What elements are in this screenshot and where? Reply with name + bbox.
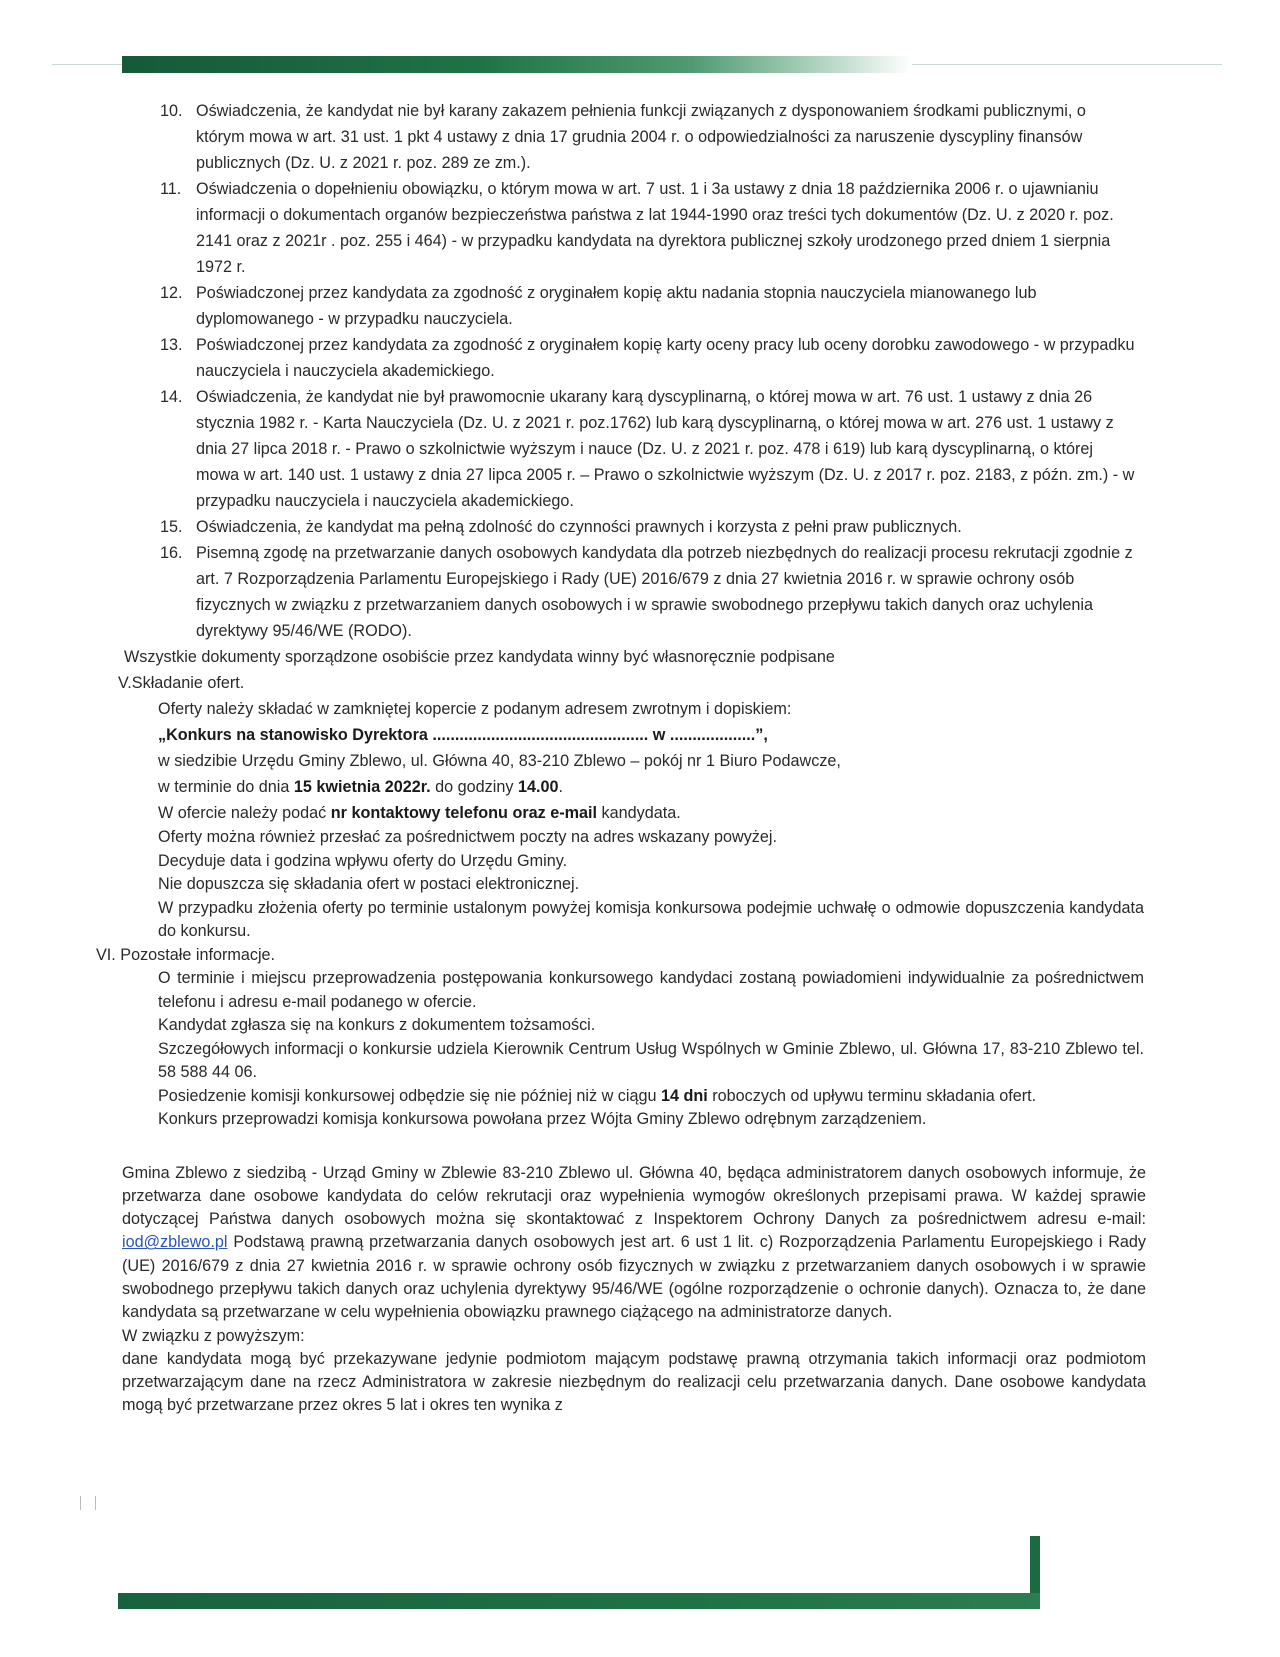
deadline-post: . bbox=[558, 778, 563, 796]
iod-email-link[interactable]: iod@zblewo.pl bbox=[122, 1233, 228, 1252]
list-text: Oświadczenia, że kandydat nie był karany zakazem pełnienia funkcji związanych z dysponowaniem środkami publicznymi, o którym mowa w art. 31 ust. 1 pkt 4 ustawy z dnia 17 grudnia 2004 r. o odpowiedzialności za naruszenie dyscypliny finansów publicznych (Dz. U. z 2021 r. poz. 289 ze zm.). bbox=[196, 102, 1086, 172]
contact-pre: W ofercie należy podać bbox=[158, 804, 331, 822]
section-vi-heading: VI. Pozostałe informacje. bbox=[96, 945, 276, 964]
meeting-note bbox=[0, 1085, 1144, 1109]
offer-intro: Oferty należy składać w zamkniętej kopercie z podanym adresem zwrotnym i dopiskiem: bbox=[158, 700, 792, 718]
list-item-16 bbox=[0, 540, 1136, 644]
footer-green-bar bbox=[118, 1593, 1040, 1609]
list-item-13 bbox=[0, 332, 1136, 384]
contest-label-text: „Konkurs na stanowisko Dyrektora ................................................ w ...................”, bbox=[158, 726, 768, 744]
list-item-12 bbox=[0, 280, 1136, 332]
decides-note: Decyduje data i godzina wpływu oferty do Urzędu Gminy. bbox=[158, 851, 568, 870]
list-number: 14. bbox=[160, 388, 183, 406]
meeting-bold: 14 dni bbox=[660, 1086, 708, 1105]
document-body bbox=[0, 98, 1280, 1418]
contact-post: kandydata. bbox=[597, 804, 681, 822]
info-contact-note: Szczegółowych informacji o konkursie udziela Kierownik Centrum Usług Wspólnych w Gminie Zblewo, ul. Główna 17, 83-210 Zblewo tel. 58 588 44 06. bbox=[158, 1039, 1144, 1081]
commission-note: Konkurs przeprowadzi komisja konkursowa powołana przez Wójta Gminy Zblewo odrębnym zarządzeniem. bbox=[158, 1110, 927, 1128]
rodo-paragraph-1 bbox=[0, 1162, 1146, 1325]
office-address: w siedzibie Urzędu Gminy Zblewo, ul. Główna 40, 83-210 Zblewo – pokój nr 1 Biuro Podawcze, bbox=[158, 752, 841, 770]
no-electronic-note: Nie dopuszcza się składania ofert w postaci elektronicznej. bbox=[158, 875, 580, 893]
deadline-date: 15 kwietnia 2022r. bbox=[293, 778, 431, 796]
deadline-mid: do godziny bbox=[430, 778, 518, 796]
meeting-pre: Posiedzenie komisji konkursowej odbędzie się nie później niż w ciągu bbox=[158, 1086, 661, 1105]
list-item-14 bbox=[0, 384, 1136, 514]
list-text: Oświadczenia o dopełnieniu obowiązku, o którym mowa w art. 7 ust. 1 i 3a ustawy z dnia 18 października 2006 r. o ujawnianiu informacji o dokumentach organów bezpieczeństwa państwa z lat 1944-1990 oraz treści tych dokumentów (Dz. U. z 2020 r. poz. 2141 oraz z 2021r . poz. 255 i 464) - w przypadku kandydata na dyrektora publicznej szkoły urodzonego przed dniem 1 sierpnia 1972 r. bbox=[196, 180, 1114, 276]
deadline-time: 14.00 bbox=[517, 778, 559, 796]
list-item-10 bbox=[0, 98, 1136, 176]
list-text: Poświadczonej przez kandydata za zgodność z oryginałem kopię karty oceny pracy lub oceny dorobku zawodowego - w przypadku nauczyciela i nauczyciela akademickiego. bbox=[196, 336, 1135, 380]
rodo-p1-pre: Gmina Zblewo z siedzibą - Urząd Gminy w Zblewie 83-210 Zblewo ul. Główna 40, będąca administratorem danych osobowych informuje, że przetwarza dane osobowe kandydata do celów rekrutacji oraz wypełnienia wymogów określonych przepisami prawa. W każdej sprawie dotyczącej Państwa danych osobowych można się skontaktować z Inspektorem Ochrony Danych za pośrednictwem adresu e-mail: bbox=[122, 1163, 1146, 1229]
list-text: Poświadczonej przez kandydata za zgodność z oryginałem kopię aktu nadania stopnia nauczyciela mianowanego lub dyplomowanego - w przypadku nauczyciela. bbox=[196, 284, 1037, 328]
deadline-line bbox=[0, 774, 1148, 800]
list-number: 10. bbox=[160, 102, 183, 120]
contact-line bbox=[0, 800, 1148, 826]
list-text: Oświadczenia, że kandydat nie był prawomocnie ukarany karą dyscyplinarną, o której mowa w art. 76 ust. 1 ustawy z dnia 26 stycznia 1982 r. - Karta Nauczyciela (Dz. U. z 2021 r. poz.1762) lub karą dyscyplinarną, o której mowa w art. 276 ust. 1 ustawy z dnia 27 lipca 2018 r. - Prawo o szkolnictwie wyższym i nauce (Dz. U. z 2021 r. poz. 478 i 619) lub karą dyscyplinarną, o której mowa w art. 140 ust. 1 ustawy z dnia 27 lipca 2005 r. – Prawo o szkolnictwie wyższym (Dz. U. z 2017 r. poz. 2183, z późn. zm.) - w przypadku nauczyciela i nauczyciela akademickiego. bbox=[196, 388, 1135, 510]
contact-bold: nr kontaktowy telefonu oraz e-mail bbox=[330, 804, 598, 822]
all-documents-note: Wszystkie dokumenty sporządzone osobiście przez kandydata winny być własnoręcznie podpisane bbox=[124, 648, 835, 666]
header-green-bar bbox=[122, 56, 912, 73]
late-offer-note: W przypadku złożenia oferty po terminie ustalonym powyżej komisja konkursowa podejmie uchwałę o odmowie dopuszczenia kandydata do konkursu. bbox=[158, 898, 1144, 940]
deadline-pre: w terminie do dnia bbox=[158, 778, 294, 796]
list-text: Oświadczenia, że kandydat ma pełną zdolność do czynności prawnych i korzysta z pełni praw publicznych. bbox=[196, 518, 962, 536]
list-item-11 bbox=[0, 176, 1136, 280]
list-number: 16. bbox=[160, 544, 183, 562]
rodo-p1-post: Podstawą prawną przetwarzania danych osobowych jest art. 6 ust 1 lit. c) Rozporządzenia Parlamentu Europejskiego i Rady (UE) 2016/679 z dnia 27 kwietnia 2016 r. w sprawie ochrony osób fizycznych w związku z przetwarzaniem danych osobowych i w sprawie swobodnego przepływu takich danych oraz uchylenia dyrektywy 95/46/WE (ogólne rozporządzenie o ochronie danych). Oznacza to, że dane kandydata są przetwarzane w celu wypełnienia obowiązku prawnego ciążącego na administratorze danych. bbox=[122, 1233, 1146, 1322]
margin-mark bbox=[95, 1496, 96, 1510]
list-number: 12. bbox=[160, 284, 183, 302]
list-item-15 bbox=[0, 514, 1136, 540]
section-v-heading: V.Składanie ofert. bbox=[118, 674, 245, 692]
list-text: Pisemną zgodę na przetwarzanie danych osobowych kandydata dla potrzeb niezbędnych do realizacji procesu rekrutacji zgodnie z art. 7 Rozporządzenia Parlamentu Europejskiego i Rady (UE) 2016/679 z dnia 27 kwietnia 2016 r. w sprawie ochrony osób fizycznych w związku z przetwarzaniem danych osobowych i w sprawie swobodnego przepływu takich danych oraz uchylenia dyrektywy 95/46/WE (RODO). bbox=[196, 544, 1133, 640]
rodo-paragraph-2: W związku z powyższym: bbox=[122, 1326, 305, 1345]
list-number: 11. bbox=[160, 180, 182, 198]
margin-mark bbox=[80, 1496, 81, 1510]
post-note: Oferty można również przesłać za pośrednictwem poczty na adres wskazany powyżej. bbox=[158, 828, 777, 846]
list-number: 13. bbox=[160, 336, 183, 354]
rodo-paragraph-3: dane kandydata mogą być przekazywane jedynie podmiotom mającym podstawę prawną otrzymania takich informacji oraz podmiotom przetwarzającym dane na rzecz Administratora w zakresie niezbędnym do realizacji celu przetwarzania danych. Dane osobowe kandydata mogą być przetwarzane przez okres 5 lat i okres ten wynika z bbox=[122, 1349, 1146, 1415]
contest-label bbox=[0, 722, 1148, 748]
meeting-post: roboczych od upływu terminu składania ofert. bbox=[707, 1086, 1037, 1105]
list-number: 15. bbox=[160, 518, 183, 536]
id-document-note: Kandydat zgłasza się na konkurs z dokumentem tożsamości. bbox=[158, 1016, 596, 1034]
notify-note: O terminie i miejscu przeprowadzenia postępowania konkursowego kandydaci zostaną powiadomieni indywidualnie za pośrednictwem telefonu i adresu e-mail podanego w ofercie. bbox=[158, 969, 1144, 1011]
